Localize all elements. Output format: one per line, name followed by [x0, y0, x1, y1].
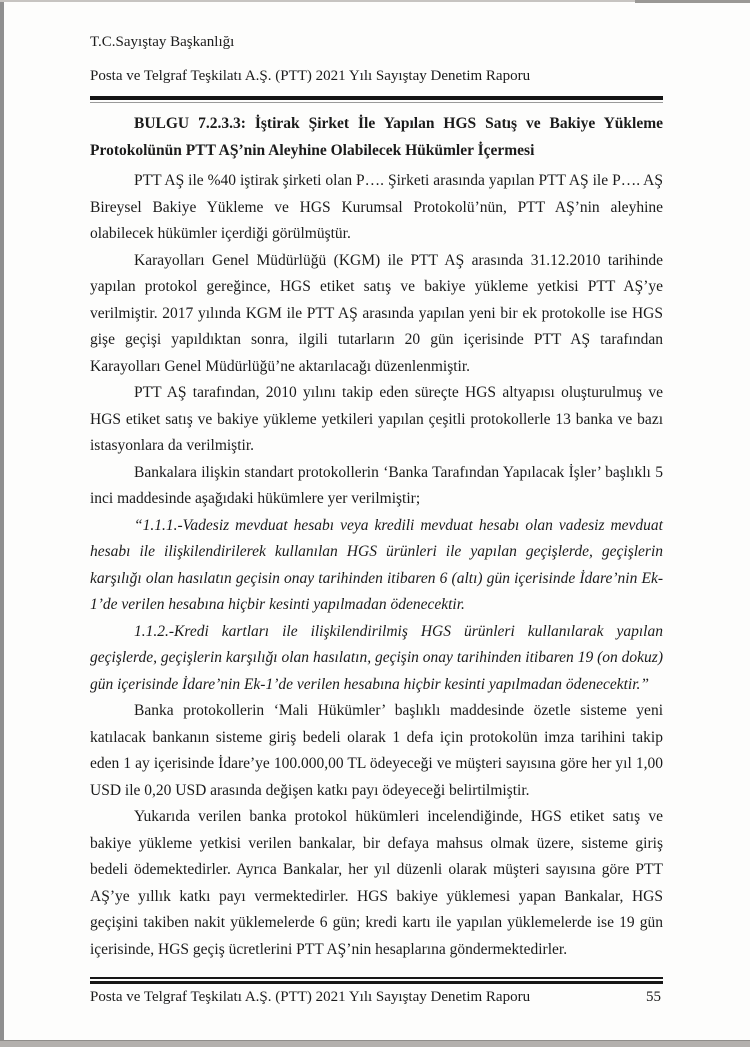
footer-report-title: Posta ve Telgraf Teşkilatı A.Ş. (PTT) 2021 Yılı Sayıştay Denetim Raporu: [90, 989, 531, 1005]
body-paragraph-4: Bankalara ilişkin standart protokollerin ‘Banka Tarafından Yapılacak İşler’ başlıklı 5 inci maddesinde aşağıdaki hükümlere yer verilmiştir;: [90, 463, 663, 507]
protocol-quote-1-1-2: 1.1.2.-Kredi kartları ile ilişkilendirilmiş HGS ürünleri kullanılarak yapılan geçişlerde, geçişlerin karşılığı olan hasılatın, geçişin onay tarihinden itibaren 19 (on dokuz) gün içerisinde İdare’nin Ek-1’de verilen hesabına hiçbir kesinti yapılmadan ödenecektir.”: [90, 622, 663, 693]
running-header: [90, 25, 663, 93]
footer-rule: [90, 977, 663, 984]
scan-edge-bottom: [0, 1040, 750, 1047]
body-paragraph-8: Yukarıda verilen banka protokol hükümleri incelendiğinde, HGS etiket satış ve bakiye yükleme yetkisi verilen bankalar, bir defaya mahsus olmak üzere, sisteme giriş bedeli ödemektedirler. Ayrıca Bankalar, her yıl düzenli olarak müşteri sayısına göre PTT AŞ’ye yıllık katkı payı vermektedirler. HGS bakiye yüklemesi yapan Bankalar, HGS geçişini takiben nakit yüklemelerde 6 gün; kredi kartı ile yapılan yüklemelerde ise 19 gün içerisinde, HGS geçiş ücretlerini PTT AŞ’nin hesaplarına göndermektedirler.: [90, 808, 663, 958]
protocol-quote-1-1-1: “1.1.1.-Vadesiz mevduat hesabı veya kredili mevduat hesabı olan vadesiz mevduat hesabı ile ilişkilendirilerek kullanılan HGS ürünleri ile yapılan geçişlerde, geçişlerin karşılığı olan hasılatın geçisin onay tarihinden itibaren 6 (altı) gün içerisinde İdare’nin Ek-1’de verilen hesabına hiçbir kesinti yapılmadan ödenecektir.: [90, 516, 663, 613]
header-institution: T.C.Sayıştay Başkanlığı: [90, 34, 235, 50]
body-paragraph-2: Karayolları Genel Müdürlüğü (KGM) ile PTT AŞ arasında 31.12.2010 tarihinde yapılan protokol gereğince, HGS etiket satış ve bakiye yükleme yetkisi PTT AŞ’ye verilmiştir. 2017 yılında KGM ile PTT AŞ arasında yapılan yeni bir ek protokolle ise HGS gişe geçişi yapıldıktan sonra, ilgili tutarların 20 gün içerisinde PTT AŞ tarafından Karayolları Genel Müdürlüğü’ne aktarılacağı düzenlenmiştir.: [90, 251, 663, 375]
header-rule: [90, 96, 663, 103]
body-paragraph-7: Banka protokollerin ‘Mali Hükümler’ başlıklı maddesinde özetle sisteme yeni katılacak bankanın sisteme giriş bedeli olarak 1 defa için protokolün imza tarihini takip eden 1 ay içerisinde İdare’ye 100.000,00 TL ödeyeceği ve müşteri sayısına göre her yıl 1,00 USD ile 0,20 USD arasında değişen katkı payı ödeyeceği belirtilmiştir.: [90, 702, 663, 799]
page-footer: [90, 977, 663, 1006]
page-number: 55: [646, 989, 661, 1005]
body-paragraph-1: PTT AŞ ile %40 iştirak şirketi olan P…. Şirketi arasında yapılan PTT AŞ ile P…. AŞ Bireysel Bakiye Yükleme ve HGS Kurumsal Protokolü’nün, PTT AŞ’nin aleyhine olabilecek hükümler içerdiği görülmüştür.: [90, 172, 663, 242]
finding-title: BULGU 7.2.3.3: İştirak Şirket İle Yapılan HGS Satış ve Bakiye Yükleme Protokolünün PTT AŞ’nin Aleyhine Olabilecek Hükümler İçermesi: [90, 115, 663, 159]
body-paragraph-3: PTT AŞ tarafından, 2010 yılını takip eden süreçte HGS altyapısı oluşturulmuş ve HGS etiket satış ve bakiye yükleme yetkileri yapılan çeşitli protokollerle 13 banka ve bazı istasyonlara da verilmiştir.: [90, 384, 663, 454]
page-content: [90, 0, 663, 963]
scan-edge-left: [0, 0, 4, 1047]
header-report-title: Posta ve Telgraf Teşkilatı A.Ş. (PTT) 2021 Yılı Sayıştay Denetim Raporu: [90, 68, 531, 84]
